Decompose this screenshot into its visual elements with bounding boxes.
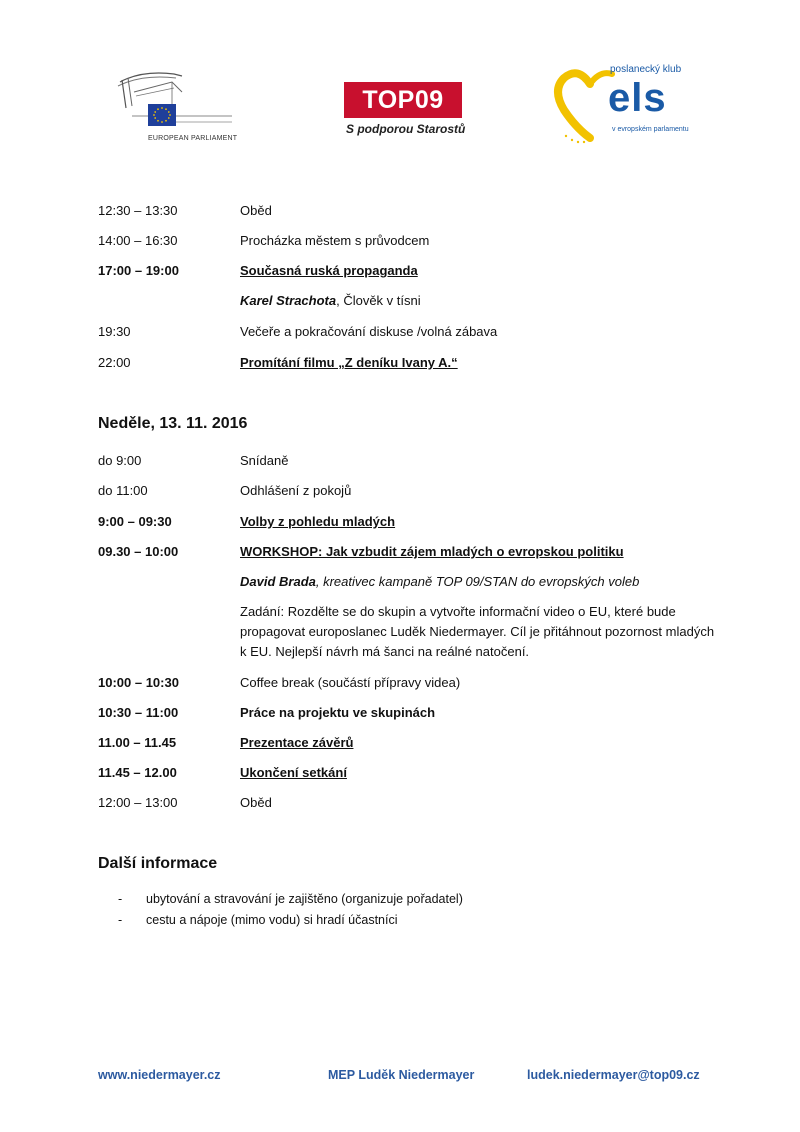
list-item-text: ubytování a stravování je zajištěno (organizuje pořadatel)	[146, 892, 463, 906]
european-parliament-logo	[112, 62, 242, 142]
schedule-time: 19:30	[98, 324, 131, 339]
bullet-dash: -	[118, 913, 123, 927]
schedule-time: 09.30 – 10:00	[98, 544, 179, 559]
schedule-desc: Současná ruská propaganda	[240, 263, 418, 278]
ep-logo-caption: EUROPEAN PARLIAMENT	[148, 135, 238, 142]
schedule-time: do 9:00	[98, 453, 142, 468]
schedule-time: 12:30 – 13:30	[98, 203, 178, 218]
footer-name: MEP Luděk Niedermayer	[328, 1068, 475, 1082]
list-item-text: cestu a nápoje (mimo vodu) si hradí účastníci	[146, 913, 398, 927]
els-logo	[550, 64, 695, 144]
speaker-name: David Brada	[240, 574, 316, 589]
parliament-building-icon	[112, 62, 242, 142]
speaker-affiliation: , kreativec kampaně TOP 09/STAN do evropských voleb	[315, 574, 640, 589]
logo-bar	[0, 52, 800, 152]
top09-logo-subtitle: S podporou Starostů	[346, 122, 466, 136]
schedule-desc: Večeře a pokračování diskuse /volná zábava	[240, 324, 498, 339]
schedule-desc: Oběd	[240, 203, 272, 218]
info-list	[118, 889, 463, 931]
schedule-time: 10:30 – 11:00	[98, 705, 179, 720]
els-logo-word: els	[608, 76, 667, 120]
list-item	[118, 889, 463, 910]
schedule-time: 12:00 – 13:00	[98, 795, 178, 810]
schedule-desc: Coffee break (součástí přípravy videa)	[240, 675, 461, 690]
top09-logo-name: TOP09	[344, 82, 462, 118]
bullet-dash: -	[118, 892, 123, 906]
els-logo-top-text: poslanecký klub	[610, 64, 682, 75]
sunday-heading: Neděle, 13. 11. 2016	[98, 415, 248, 432]
schedule-desc: WORKSHOP: Jak vzbudit zájem mladých o evropskou politiku	[240, 544, 624, 559]
speaker-name: Karel Strachota	[240, 293, 337, 308]
schedule-desc: Procházka městem s průvodcem	[240, 233, 430, 248]
schedule-desc: Oběd	[240, 795, 272, 810]
speaker-line	[240, 572, 720, 592]
schedule-time: 11.00 – 11.45	[98, 735, 177, 750]
schedule-desc: Snídaně	[240, 453, 289, 468]
schedule-time: 11.45 – 12.00	[98, 765, 177, 780]
workshop-assignment: Zadání: Rozdělte se do skupin a vytvořte informační video o EU, které bude propagovat europoslanec Luděk Niedermayer. Cíl je přitáhnout pozornost mladých k EU. Nejlepší návrh má šanci na reálné natočení.	[240, 604, 715, 659]
schedule-time: 9:00 – 09:30	[98, 514, 172, 529]
schedule-time: do 11:00	[98, 483, 148, 498]
list-item	[118, 910, 463, 931]
top09-logo	[344, 82, 466, 148]
schedule-desc: Odhlášení z pokojů	[240, 483, 352, 498]
schedule-time: 14:00 – 16:30	[98, 233, 178, 248]
schedule-time: 17:00 – 19:00	[98, 263, 179, 278]
info-heading: Další informace	[98, 855, 218, 872]
footer-email-link[interactable]: ludek.niedermayer@top09.cz	[527, 1068, 700, 1082]
speaker-affiliation: , Člověk v tísni	[336, 293, 421, 308]
schedule-desc: Ukončení setkání	[240, 765, 347, 780]
footer-website-link[interactable]: www.niedermayer.cz	[98, 1068, 221, 1082]
els-logo-bottom-text: v evropském parlamentu	[612, 126, 689, 133]
schedule-time: 10:00 – 10:30	[98, 675, 179, 690]
speaker-line	[240, 291, 720, 311]
schedule-desc: Volby z pohledu mladých	[240, 514, 396, 529]
schedule-desc: Práce na projektu ve skupinách	[240, 705, 436, 720]
schedule-desc: Prezentace závěrů	[240, 735, 354, 750]
schedule-desc: Promítání filmu „Z deníku Ivany A.“	[240, 355, 458, 370]
schedule-time: 22:00	[98, 355, 131, 370]
